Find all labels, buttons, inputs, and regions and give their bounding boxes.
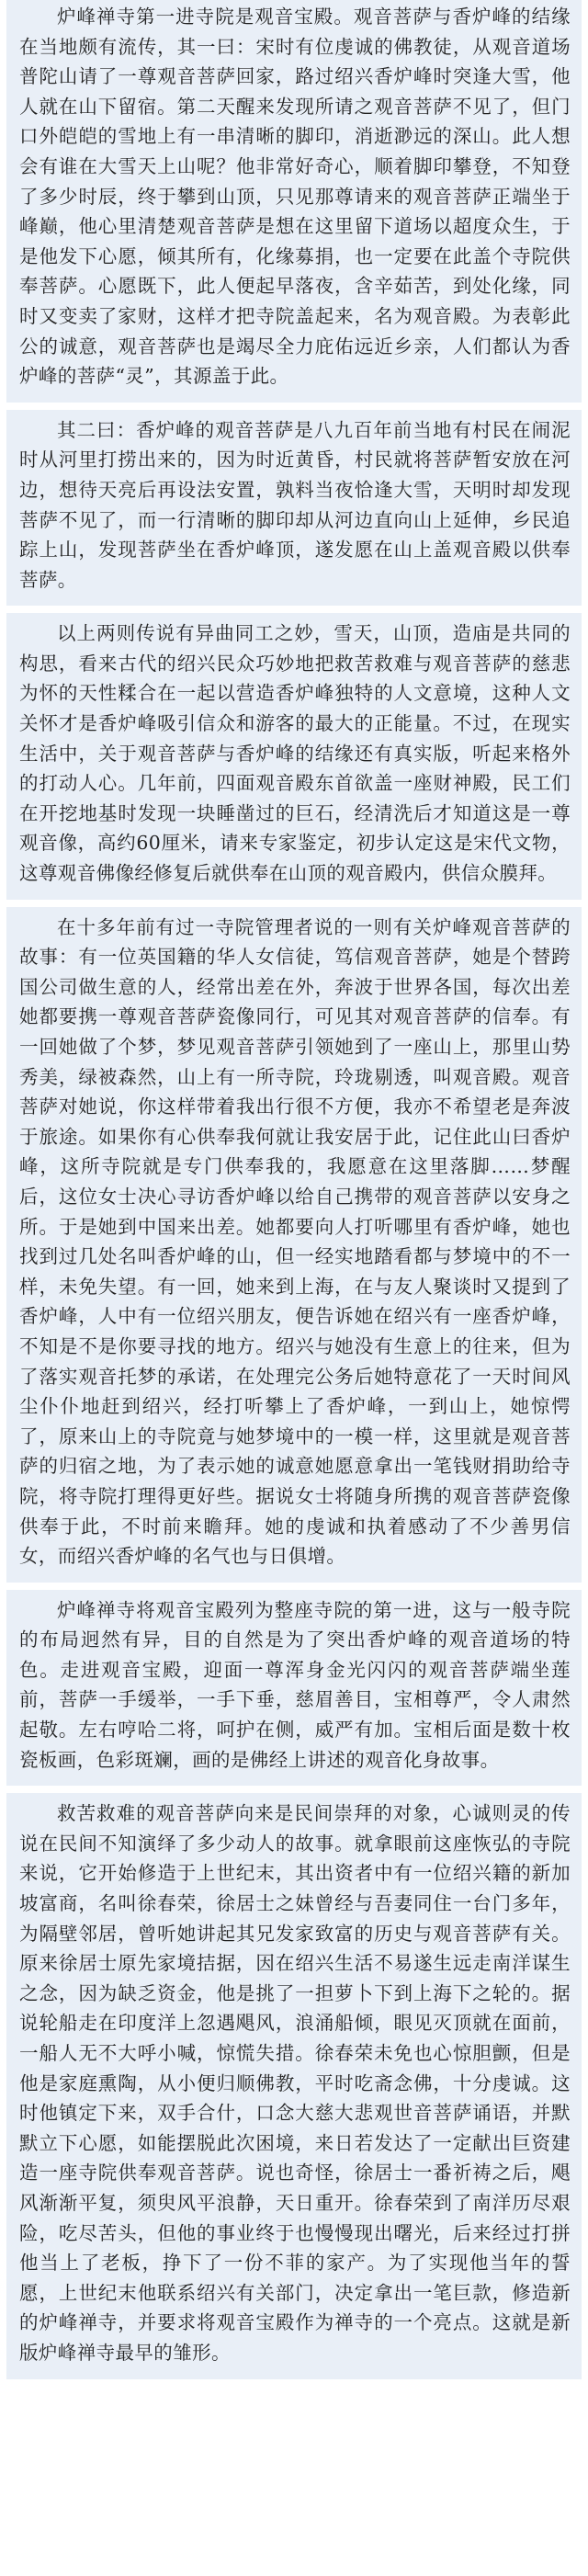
article-paragraph-3: 以上两则传说有异曲同工之妙，雪天，山顶，造庙是共同的构思，看来古代的绍兴民众巧妙地把救苦救难与观音菩萨的慈悲为怀的天性糅合在一起以营造香炉峰独特的人文意境，这种人文关怀才是香炉峰吸引信众和游客的最大的正能量。不过，在现实生活中，关于观音菩萨与香炉峰的结缘还有真实版，听起来格外的打动人心。几年前，四面观音殿东首欲盖一座财神殿，民工们在开挖地基时发现一块睡凿过的巨石，经清洗后才知道这是一尊观音像，高约60厘米，请来专家鉴定，初步认定这是宋代文物，这尊观音佛像经修复后就供奉在山顶的观音殿内，供信众膜拜。 [19,622,571,885]
article-section-1 [6,0,582,403]
article-paragraph-4: 在十多年前有过一寺院管理者说的一则有关炉峰观音菩萨的故事：有一位英国籍的华人女信徒，笃信观音菩萨，她是个替跨国公司做生意的人，经常出差在外，奔波于世界各国，每次出差她都要携一尊观音菩萨瓷像同行，可见其对观音菩萨的信奉。有一回她做了个梦，梦见观音菩萨引领她到了一座山上，那里山势秀美，绿被森然，山上有一所寺院，玲珑剔透，叫观音殿。观音菩萨对她说，你这样带着我出行很不方便，我亦不希望老是奔波于旅途。如果你有心供奉我何就让我安居于此，记住此山曰香炉峰，这所寺院就是专门供奉我的，我愿意在这里落脚……梦醒后，这位女士决心寻访香炉峰以给自己携带的观音菩萨以安身之所。于是她到中国来出差。她都要向人打听哪里有香炉峰，她也找到过几处名叫香炉峰的山，但一经实地踏看都与梦境中的不一样，未免失望。有一回，她来到上海，在与友人聚谈时又提到了香炉峰，人中有一位绍兴朋友，便告诉她在绍兴有一座香炉峰，不知是不是你要寻找的地方。绍兴与她没有生意上的往来，但为了落实观音托梦的承诺，在处理完公务后她特意花了一天时间风尘仆仆地赶到绍兴，经打听攀上了香炉峰，一到山上，她惊愕了，原来山上的寺院竟与她梦境中的一模一样，这里就是观音菩萨的归宿之地，为了表示她的诚意她愿意拿出一笔钱财捐助给寺院，将寺院打理得更好些。据说女士将随身所携的观音菩萨瓷像供奉于此，不时前来瞻拜。她的虔诚和执着感动了不少善男信女，而绍兴香炉峰的名气也与日俱增。 [19,915,571,1568]
article-paragraph-1: 炉峰禅寺第一进寺院是观音宝殿。观音菩萨与香炉峰的结缘在当地颇有流传，其一曰：宋时有位虔诚的佛教徒，从观音道场普陀山请了一尊观音菩萨回家，路过绍兴香炉峰时突逢大雪，他人就在山下留宿。第二天醒来发现所请之观音菩萨不见了，但门口外皑皑的雪地上有一串清晰的脚印，消逝渺远的深山。此人想会有谁在大雪天上山呢？他非常好奇心，顺着脚印攀登，不知登了多少时辰，终于攀到山顶，只见那尊请来的观音菩萨正端坐于峰巅，他心里清楚观音菩萨是想在这里留下道场以超度众生，于是他发下心愿，倾其所有，化缘募捐，也一定要在此盖个寺院供奉菩萨。心愿既下，此人便起早落夜，含辛茹苦，到处化缘，同时又变卖了家财，这样才把寺院盖起来，名为观音殿。为表彰此公的诚意，观音菩萨也是竭尽全力庇佑远近乡亲，人们都认为香炉峰的菩萨“灵”，其源盖于此。 [19,6,571,388]
article-paragraph-6: 救苦救难的观音菩萨向来是民间崇拜的对象，心诚则灵的传说在民间不知演绎了多少动人的故事。就拿眼前这座恢弘的寺院来说，它开始修造于上世纪末，其出资者中有一位绍兴籍的新加坡富商，名叫徐春荣，徐居士之妹曾经与吾妻同住一台门多年，为隔壁邻居，曾听她讲起其兄发家致富的历史与观音菩萨有关。原来徐居士原先家境拮据，因在绍兴生活不易遂生远走南洋谋生之念，因为缺乏资金，他是挑了一担萝卜下到上海下之轮的。据说轮船走在印度洋上忽遇飓风，浪涌船倾，眼见灭顶就在面前，一船人无不大呼小喊，惊慌失措。徐春荣未免也心惊胆颤，但是他是家庭熏陶，从小便归顺佛教，平时吃斋念佛，十分虔诚。这时他镇定下来，双手合什，口念大慈大悲观世音菩萨诵语，并默默立下心愿，如能摆脱此次困境，来日若发达了一定献出巨资建造一座寺院供奉观音菩萨。说也奇怪，徐居士一番祈祷之后，飓风渐渐平复，须臾风平浪静，天日重开。徐春荣到了南洋历尽艰险，吃尽苦头，但他的事业终于也慢慢现出曙光，后来经过打拼他当上了老板，挣下了一份不菲的家产。为了实现他当年的誓愿，上世纪末他联系绍兴有关部门，决定拿出一笔巨款，修造新的炉峰禅寺，并要求将观音宝殿作为禅寺的一个亮点。这就是新版炉峰禅寺最早的雏形。 [19,1802,571,2364]
article-section-6 [6,1793,582,2378]
article-paragraph-5: 炉峰禅寺将观音宝殿列为整座寺院的第一进，这与一般寺院的布局迥然有异，目的自然是为了突出香炉峰的观音道场的特色。走进观音宝殿，迎面一尊浑身金光闪闪的观音菩萨端坐莲前，菩萨一手缓举，一手下垂，慈眉善目，宝相尊严，令人肃然起敬。左右哼哈二将，呵护在侧，威严有加。宝相后面是数十枚瓷板画，色彩斑斓，画的是佛经上讲述的观音化身故事。 [19,1598,571,1771]
article-paragraph-2: 其二曰：香炉峰的观音菩萨是八九百年前当地有村民在闹泥时从河里打捞出来的，因为时近黄昏，村民就将菩萨暂安放在河边，想待天亮后再设法安置，孰料当夜恰逢大雪，天明时却发现菩萨不见了，而一行清晰的脚印却从河边直向山上延伸，乡民追踪上山，发现菩萨坐在香炉峰顶，遂发愿在山上盖观音殿以供奉菩萨。 [19,418,571,591]
article-section-5 [6,1590,582,1787]
article-section-4 [6,907,582,1583]
article-section-2 [6,410,582,607]
article-section-3 [6,613,582,899]
